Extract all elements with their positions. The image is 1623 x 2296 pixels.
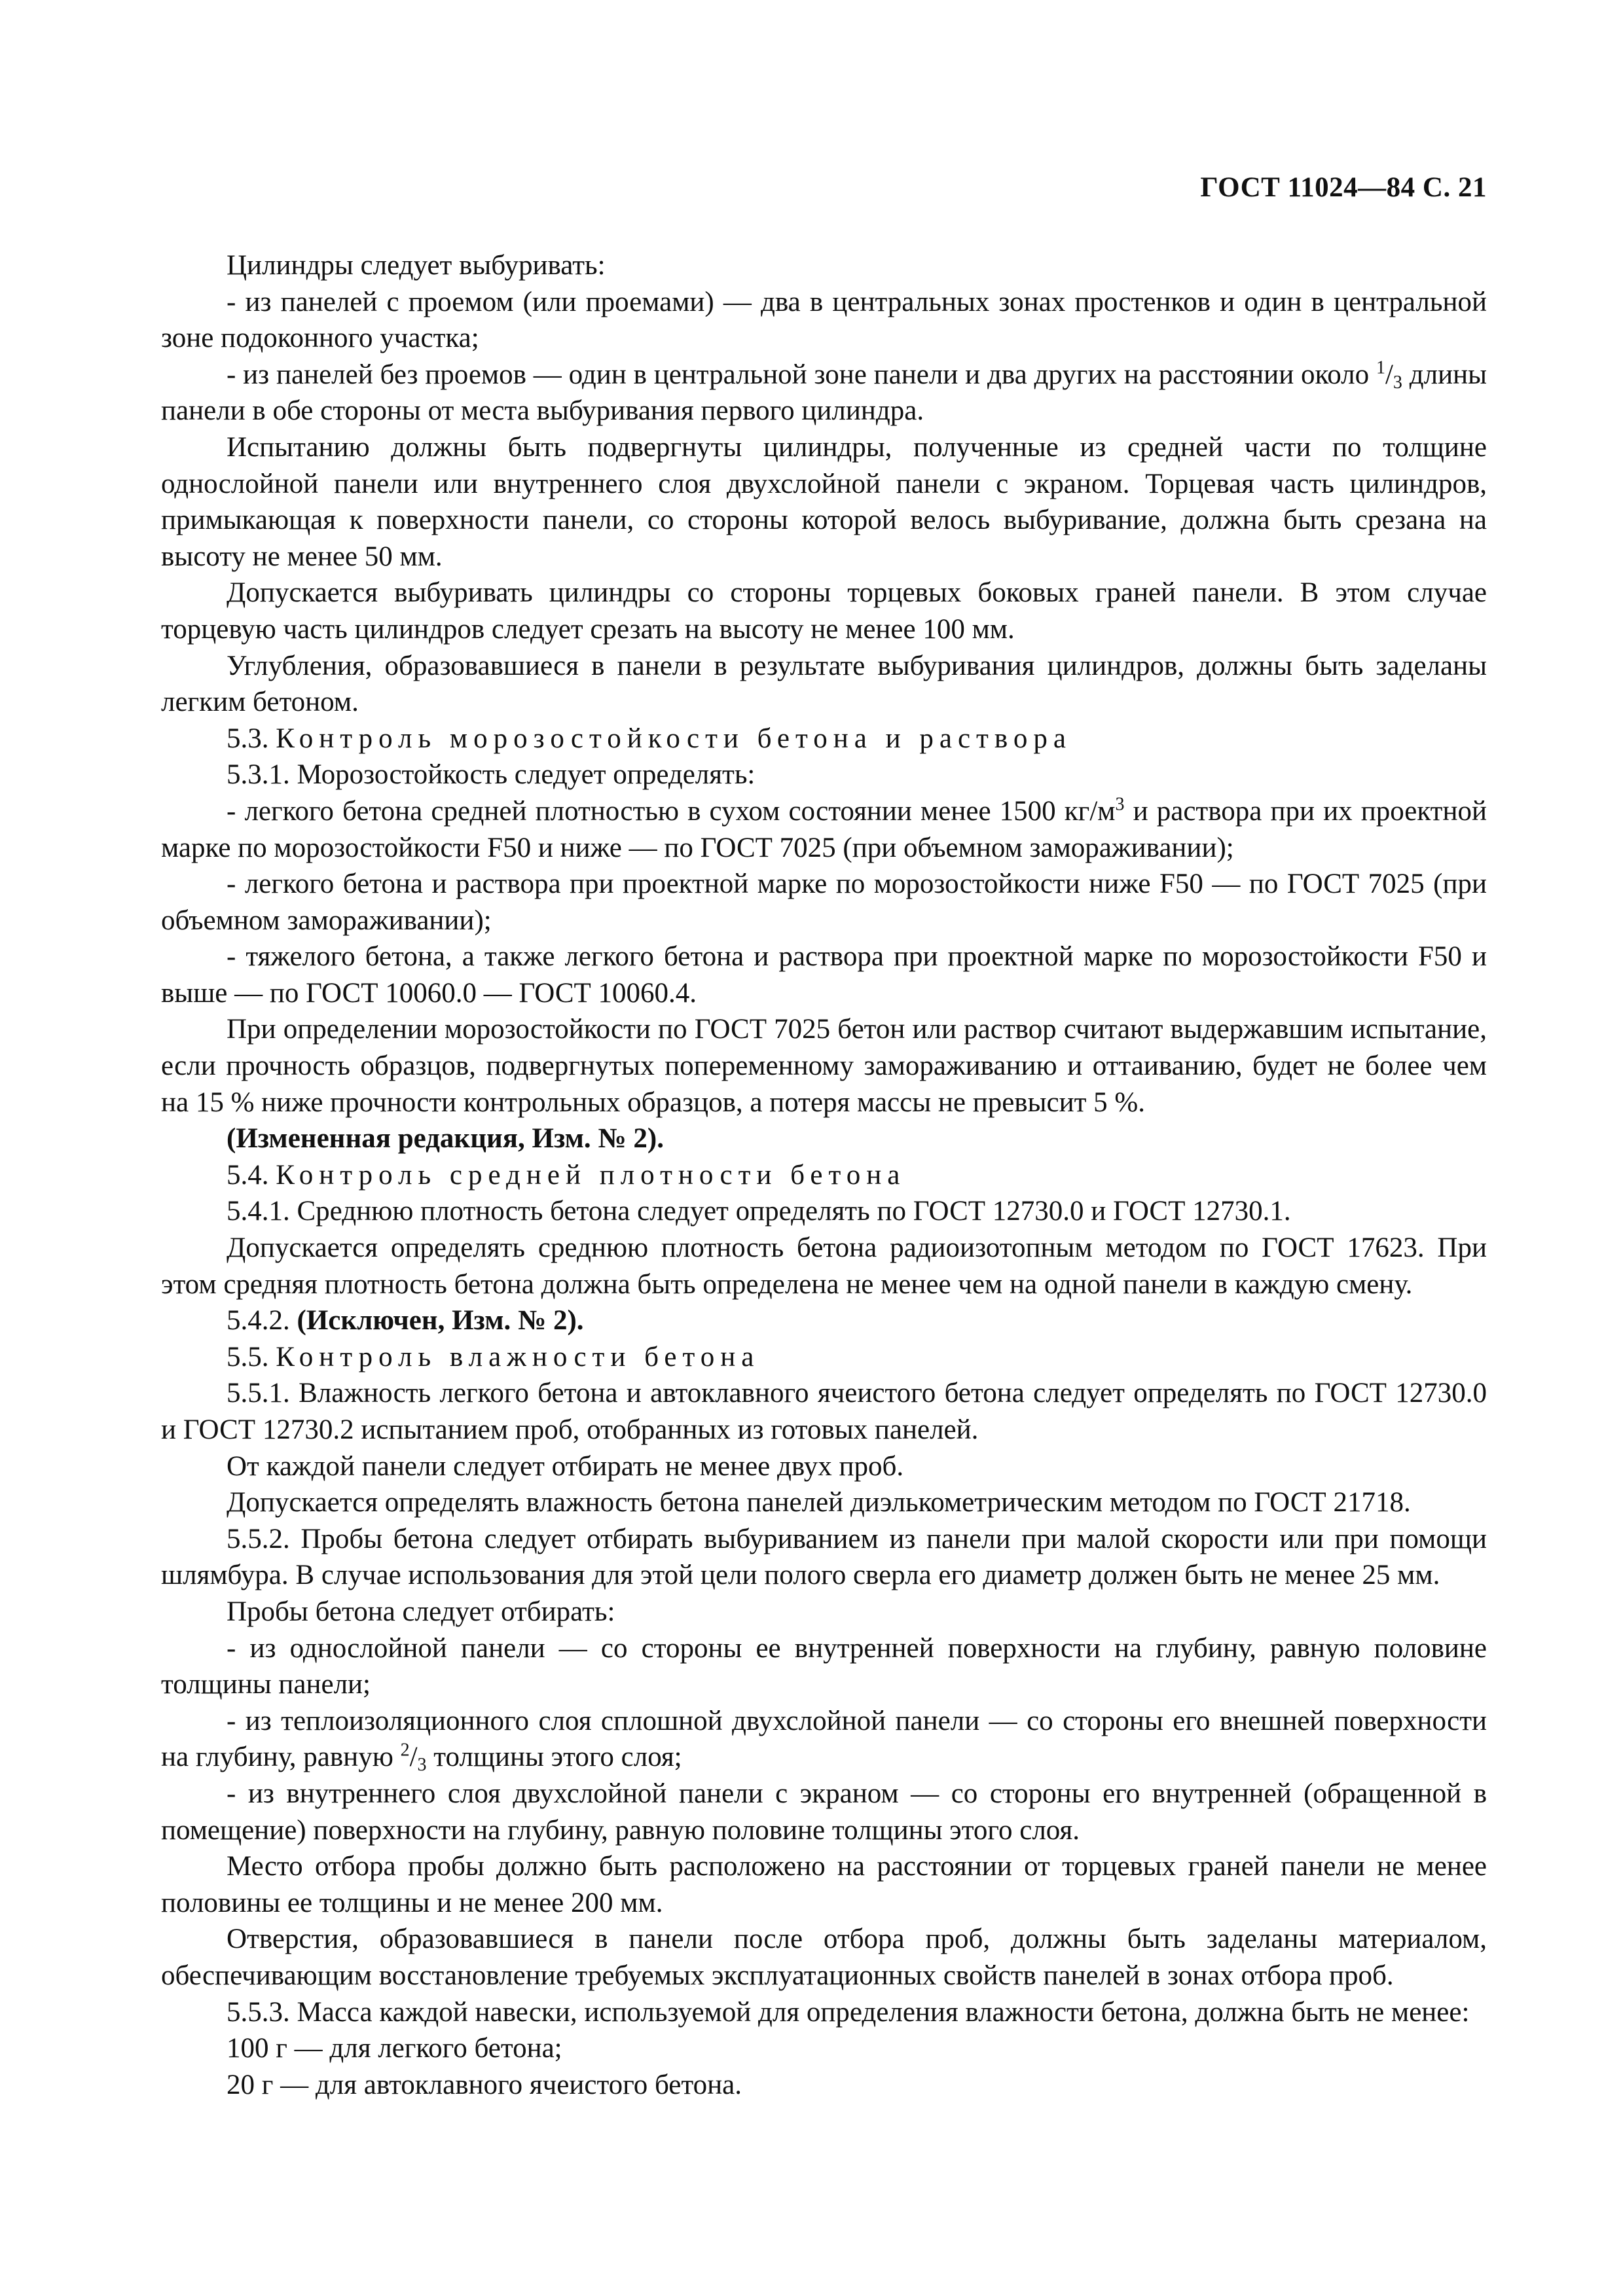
superscript: 3: [1115, 794, 1125, 815]
paragraph: 5.4.1. Среднюю плотность бетона следует определять по ГОСТ 12730.0 и ГОСТ 12730.1.: [227, 1196, 1291, 1227]
page-header: ГОСТ 11024—84 С. 21: [1200, 172, 1487, 203]
paragraph: [161, 793, 1487, 866]
paragraph: 5.5.1. Влажность легкого бетона и автоклавного ячеистого бетона следует определять по ГОСТ 12730.0 и ГОСТ 12730.2 испытанием проб, отобранных из готовых панелей.: [161, 1378, 1487, 1445]
paragraph: Пробы бетона следует отбирать:: [227, 1596, 615, 1627]
paragraph: Отверстия, образовавшиеся в панели после отбора проб, должны быть заделаны материалом, обеспечивающим восстановление требуемых эксплуатационных свойств панелей в зонах отбора проб.: [161, 1924, 1487, 1991]
paragraph-text: толщины этого слоя;: [433, 1742, 682, 1773]
section-heading: [161, 1157, 1487, 1194]
fraction-denominator: 3: [417, 1755, 427, 1776]
amendment-note: (Исключен, Изм. № 2).: [297, 1305, 584, 1336]
paragraph: 5.5.2. Пробы бетона следует отбирать выбуриванием из панели при малой скорости или при помощи шлямбура. В случае использования для этой цели полого сверла его диаметр должен быть не менее 25 мм.: [161, 1523, 1487, 1591]
paragraph: - из панелей с проемом (или проемами) — два в центральных зонах простенков и один в центральной зоне подоконного участка;: [161, 286, 1487, 354]
paragraph: - из однослойной панели — со стороны ее внутренней поверхности на глубину, равную половине толщины панели;: [161, 1632, 1487, 1700]
paragraph: 100 г — для легкого бетона;: [227, 2033, 562, 2064]
paragraph: Испытанию должны быть подвергнуты цилиндры, полученные из средней части по толщине однослойной панели или внутреннего слоя двухслойной панели с экраном. Торцевая часть цилиндров, примыкающая к поверхности панели, со стороны которой велось выбуривание, должна быть срезана на высоту не менее 50 мм.: [161, 431, 1487, 572]
section-number: 5.3.: [227, 723, 269, 754]
paragraph: Место отбора пробы должно быть расположено на расстоянии от торцевых граней панели не менее половины ее толщины и не менее 200 мм.: [161, 1851, 1487, 1918]
clause-number: 5.4.2.: [227, 1305, 290, 1336]
section-number: 5.5.: [227, 1341, 269, 1372]
fraction-denominator: 3: [1393, 372, 1402, 393]
paragraph: 5.5.3. Масса каждой навески, используемой для определения влажности бетона, должна быть не менее:: [227, 1996, 1470, 2028]
paragraph-text: - из панелей без проемов — один в центральной зоне панели и два других на расстоянии около: [227, 359, 1370, 390]
fraction-numerator: 2: [400, 1740, 410, 1761]
paragraph-text: - из теплоизоляционного слоя сплошной двухслойной панели — со стороны его внешней поверхности на глубину, равную: [161, 1705, 1487, 1773]
paragraph: [161, 1703, 1487, 1776]
section-title: Контроль морозостойкости бетона и раствора: [276, 723, 1072, 754]
section-heading: [161, 721, 1487, 757]
paragraph: - из внутреннего слоя двухслойной панели с экраном — со стороны его внутренней (обращенной в помещение) поверхности на глубину, равную половине толщины этого слоя.: [161, 1778, 1487, 1846]
paragraph: - тяжелого бетона, а также легкого бетона и раствора при проектной марке по морозостойкости F50 и выше — по ГОСТ 10060.0 — ГОСТ 10060.4.: [161, 941, 1487, 1009]
paragraph: [161, 357, 1487, 429]
paragraph: Допускается выбуривать цилиндры со стороны торцевых боковых граней панели. В этом случае торцевую часть цилиндров следует срезать на высоту не менее 100 мм.: [161, 577, 1487, 645]
paragraph: 20 г — для автоклавного ячеистого бетона.: [227, 2069, 742, 2100]
section-number: 5.4.: [227, 1159, 269, 1191]
paragraph-text: длины панели в обе стороны от места выбуривания первого цилиндра.: [161, 359, 1487, 427]
paragraph: При определении морозостойкости по ГОСТ 7025 бетон или раствор считают выдержавшим испытание, если прочность образцов, подвергнутых попеременному замораживанию и оттаиванию, будет не более чем на 15 % ниже прочности контрольных образцов, а потеря массы не превысит 5 %.: [161, 1014, 1487, 1118]
paragraph: Цилиндры следует выбуривать:: [227, 250, 606, 281]
fraction: $^2/_3$: [400, 1740, 427, 1776]
paragraph-text: и раствора при их проектной марке по морозостойкости F50 и ниже — по ГОСТ 7025 (при объемном замораживании);: [161, 795, 1487, 863]
paragraph: Допускается определять влажность бетона панелей диэлькометрическим методом по ГОСТ 21718.: [227, 1487, 1411, 1518]
paragraph-text: - легкого бетона средней плотностью в сухом состоянии менее 1500 кг/м: [227, 795, 1116, 827]
section-title: Контроль влажности бетона: [276, 1341, 760, 1372]
paragraph: От каждой панели следует отбирать не менее двух проб.: [227, 1450, 904, 1482]
paragraph: Углубления, образовавшиеся в панели в результате выбуривания цилиндров, должны быть заделаны легким бетоном.: [161, 650, 1487, 718]
fraction-numerator: 1: [1376, 357, 1385, 378]
paragraph: [161, 1302, 1487, 1339]
paragraph: Допускается определять среднюю плотность бетона радиоизотопным методом по ГОСТ 17623. При этом средняя плотность бетона должна быть определена не менее чем на одной панели в каждую смену.: [161, 1232, 1487, 1300]
paragraph: - легкого бетона и раствора при проектной марке по морозостойкости ниже F50 — по ГОСТ 7025 (при объемном замораживании);: [161, 869, 1487, 936]
amendment-note: (Измененная редакция, Изм. № 2).: [227, 1123, 664, 1155]
paragraph: 5.3.1. Морозостойкость следует определять:: [227, 759, 756, 791]
section-title: Контроль средней плотности бетона: [276, 1159, 906, 1191]
document-body: [161, 247, 1487, 2103]
fraction: $^1/_3$: [1376, 357, 1402, 393]
section-heading: [161, 1339, 1487, 1376]
